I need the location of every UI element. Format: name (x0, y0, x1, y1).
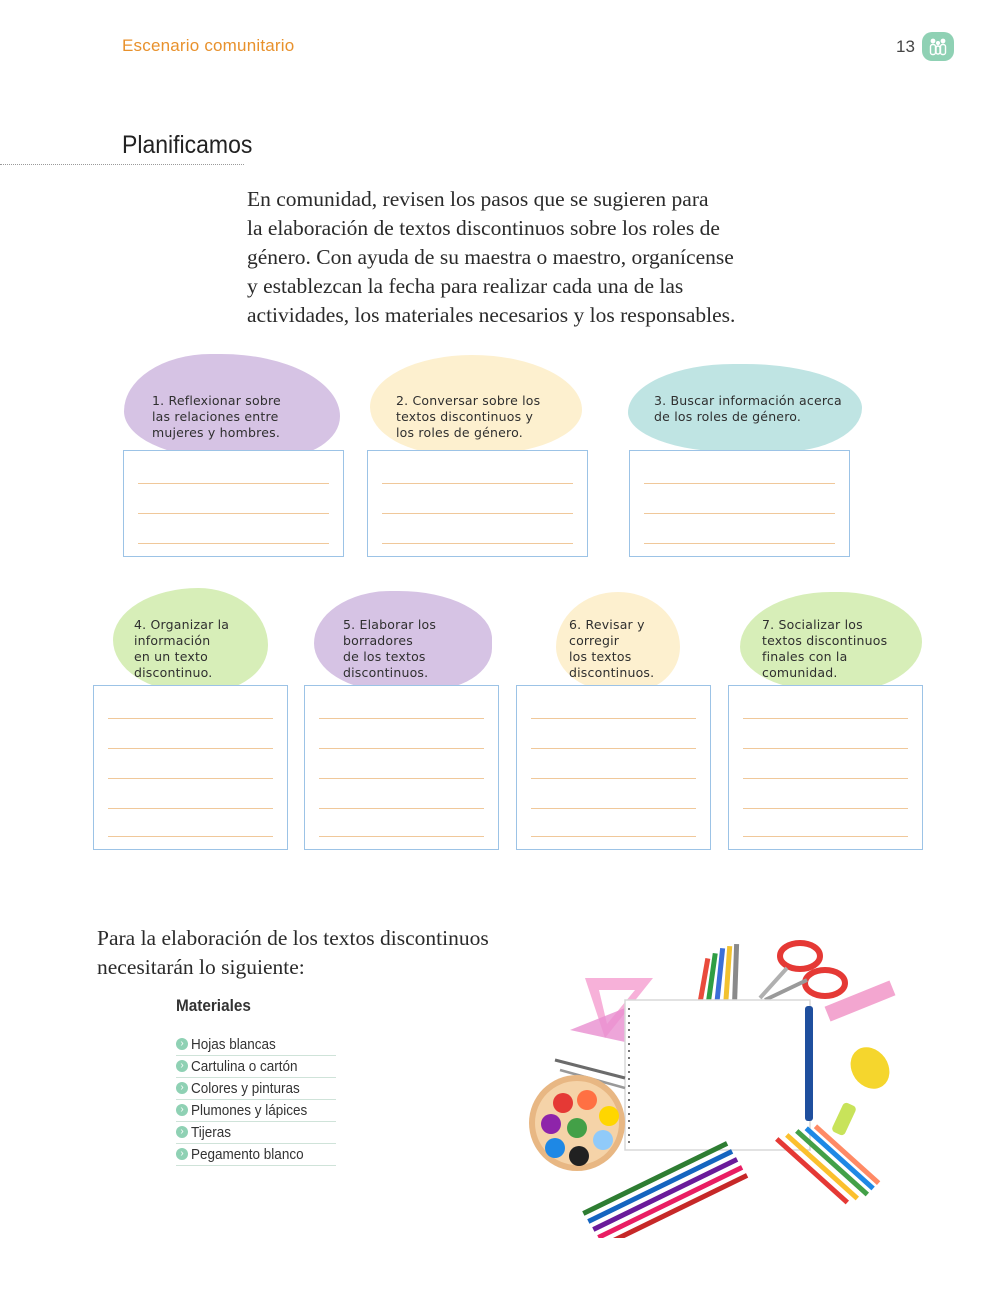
chevron-right-icon: › (176, 1082, 188, 1094)
page-title: Planificamos (122, 131, 253, 159)
step-1-label: 1. Reflexionar sobre las relaciones entre mujeres y hombres. (152, 393, 281, 440)
notebook-icon (625, 1000, 810, 1150)
community-icon (922, 32, 954, 61)
list-item: › Hojas blancas (176, 1033, 336, 1056)
step-5-label: 5. Elaborar los borradores de los textos discontinuos. (343, 617, 437, 680)
step-6-answer-box[interactable] (516, 685, 711, 850)
colored-pencils-right-icon (775, 1124, 880, 1204)
chevron-right-icon: › (176, 1038, 188, 1050)
materials-intro: Para la elaboración de los textos discontinuos necesitarán lo siguiente: (97, 926, 489, 979)
step-2-label: 2. Conversar sobre los textos discontinuos y los roles de género. (396, 393, 541, 440)
intro-paragraph: En comunidad, revisen los pasos que se sugieren para la elaboración de textos discontinuos sobre los roles de género. Con ayuda de su maestra o maestro, organícense y establezcan la fecha para realizar cada una de las actividades, los materiales necesarios y los responsables. (247, 187, 736, 327)
list-item: › Pegamento blanco (176, 1143, 336, 1166)
step-5-answer-box[interactable] (304, 685, 499, 850)
step-2-answer-box[interactable] (367, 450, 588, 557)
step-4-answer-box[interactable] (93, 685, 288, 850)
step-6-label: 6. Revisar y corregir los textos discontinuos. (569, 617, 655, 680)
list-item: › Cartulina o cartón (176, 1055, 336, 1078)
step-3-answer-box[interactable] (629, 450, 850, 557)
list-item: › Tijeras (176, 1121, 336, 1144)
pencils-icon (697, 944, 739, 1008)
step-7-label: 7. Socializar los textos discontinuos finales con la comunidad. (762, 617, 888, 680)
sharpener-icon (843, 1040, 898, 1097)
page-number: 13 (896, 37, 915, 56)
paint-palette-icon (529, 1075, 625, 1171)
pen-icon (805, 1006, 813, 1121)
step-3-label: 3. Buscar información acerca de los roles de género. (654, 393, 842, 424)
step-7-answer-box[interactable] (728, 685, 923, 850)
materials-heading: Materiales (176, 996, 251, 1015)
scissors-icon (760, 943, 845, 1000)
chevron-right-icon: › (176, 1148, 188, 1160)
chevron-right-icon: › (176, 1126, 188, 1138)
school-supplies-illustration (525, 938, 925, 1238)
step-4-label: 4. Organizar la información en un texto discontinuo. (134, 617, 230, 680)
ruler-icon (825, 980, 896, 1021)
list-item: › Colores y pinturas (176, 1077, 336, 1100)
list-item: › Plumones y lápices (176, 1099, 336, 1122)
chevron-right-icon: › (176, 1060, 188, 1072)
title-divider (0, 164, 244, 165)
eraser-icon (831, 1102, 857, 1137)
chevron-right-icon: › (176, 1104, 188, 1116)
section-header: Escenario comunitario (122, 36, 295, 55)
step-1-answer-box[interactable] (123, 450, 344, 557)
